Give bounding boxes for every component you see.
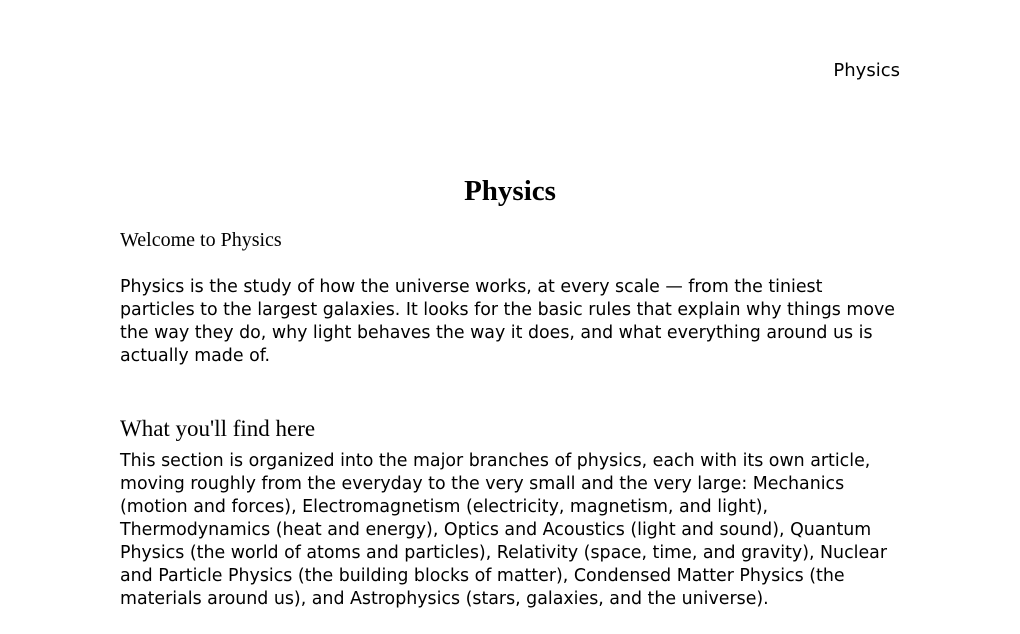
document-body — [120, 172, 900, 611]
page-title: Physics — [464, 175, 556, 207]
intro-paragraph: Physics is the study of how the universe works, at every scale — from the tiniest particles to the largest galaxies. It looks for the basic rules that explain why things move the way they do, why light behaves the way it does, and what everything around us is actually made of. — [120, 277, 895, 366]
section-paragraph: This section is organized into the major branches of physics, each with its own article, moving roughly from the everyday to the very small and the very large: Mechanics (motion and forces), Electromagnetism (electricity, magnetism, and light), Thermodynamics (heat and energy), Optics and Acoustics (light and sound), Quantum Physics (the world of atoms and particles), Relativity (space, time, and gravity), Nuclear and Particle Physics (the building blocks of matter), Condensed Matter Physics (the materials around us), and Astrophysics (stars, galaxies, and the universe). — [120, 451, 887, 609]
section-heading: What you'll find here — [120, 416, 316, 441]
page-subtitle: Welcome to Physics — [120, 229, 282, 251]
running-header: Physics — [833, 60, 900, 81]
